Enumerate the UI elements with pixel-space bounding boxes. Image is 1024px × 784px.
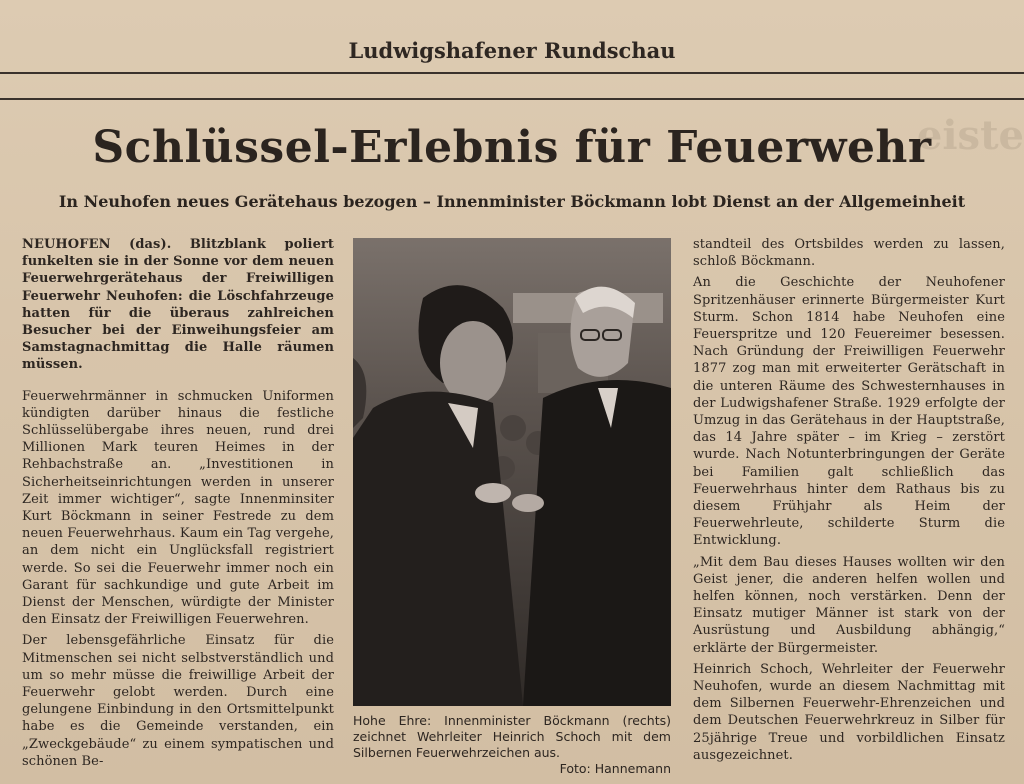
caption-text: Hohe Ehre: Innenminister Böckmann (rechts) zeichnet Wehrleiter Heinrich Schoch mit dem Silbernen Feuerwehrzeichen aus. bbox=[353, 713, 671, 760]
article-subheadline: In Neuhofen neues Gerätehaus bezogen – Innenminister Böckmann lobt Dienst an der Allgemeinheit bbox=[58, 192, 966, 211]
article-paragraph: Feuerwehrmänner in schmucken Uniformen kündigten darüber hinaus die festliche Schlüsselübergabe ihres neuen, rund drei Millionen Mark teuren Heimes in der Rehbachstraße an. „Investitionen in Sicherheitseinrichtungen werden in unserer Zeit immer wichtiger“, sagte Innenminsiter Kurt Böckmann in seiner Festrede zu dem neuen Feuerwehrhaus. Kaum ein Tag vergehe, an dem nicht ein Unglücksfall registriert werde. So sei die Feuerwehr immer noch ein Garant für sachkundige und gute Arbeit im Dienst der Menschen, würdigte der Minister den Einsatz der Freiwilligen Feuerwehren. bbox=[22, 388, 334, 628]
article-paragraph: An die Geschichte der Neuhofener Spritzenhäuser erinnerte Bürgermeister Kurt Sturm. Schon 1814 habe Neuhofen eine Feuerspritze und 120 Feuereimer besessen. Nach Gründung der Freiwilligen Feuerwehr 1877 zog man mit erweiterter Gerätschaft in die unteren Räume des Schwesternhauses in der Ludwigshafener Straße. 1929 erfolgte der Umzug in das Gerätehaus in der Hauptstraße, das 14 Jahre später – im Krieg – zerstört wurde. Nach Notunterbringungen der Geräte bei Familien galt schließlich das Feuerwehrhaus hinter dem Rathaus bis zu diesem Frühjahr als Heim der Feuerwehrleute, schilderte Sturm die Entwicklung. bbox=[693, 275, 1005, 549]
photo-credit: Foto: Hannemann bbox=[559, 761, 671, 776]
newspaper-masthead: Ludwigshafener Rundschau bbox=[348, 38, 676, 63]
photo-caption bbox=[353, 713, 671, 777]
article-paragraph: Heinrich Schoch, Wehrleiter der Feuerwehr Neuhofen, wurde an diesem Nachmittag mit dem Silbernen Feuerwehr-Ehrenzeichen und dem Deutschen Feuerwehrkreuz in Silber für 25jährige Treue und vorbildlichen Einsatz ausgezeichnet. bbox=[693, 661, 1005, 763]
photo-award-ceremony bbox=[353, 238, 671, 706]
article-rule-top bbox=[0, 98, 1024, 100]
article-headline: Schlüssel-Erlebnis für Feuerwehr bbox=[92, 122, 932, 173]
article-paragraph: „Mit dem Bau dieses Hauses wollten wir den Geist jener, die anderen helfen wollen und helfen können, noch verstärken. Denn der Einsatz mutiger Männer ist stark von der Ausrüstung und Ausbildung abhängig,“ erklärte der Bürgermeister. bbox=[693, 554, 1005, 656]
article-paragraph: standteil des Ortsbildes werden zu lassen, schloß Böckmann. bbox=[693, 237, 1005, 270]
bleed-through-text: eiste bbox=[916, 112, 1024, 159]
masthead-rule-bottom bbox=[0, 72, 1024, 74]
article-column-3 bbox=[693, 236, 1005, 768]
article-column-1 bbox=[22, 236, 334, 774]
article-paragraph: Der lebensgefährliche Einsatz für die Mitmenschen sei nicht selbstverständlich und um so mehr müsse die freiwillige Arbeit der Feuerwehr gelobt werden. Durch eine gelungene Einbindung in den Ortsmittelpunkt habe es die Gemeinde verstanden, ein „Zweckgebäude“ zu einem sympatischen und schönen Be- bbox=[22, 633, 334, 769]
article-lead: NEUHOFEN (das). Blitzblank poliert funkelten sie in der Sonne vor dem neuen Feuerwehrgerätehaus der Freiwilligen Feuerwehr Neuhofen: die Löschfahrzeuge hatten für die überaus zahlreichen Besucher bei der Einweihungsfeier am Samstagnachmittag die Halle räumen müssen. bbox=[22, 237, 334, 373]
article-photo bbox=[353, 238, 671, 706]
